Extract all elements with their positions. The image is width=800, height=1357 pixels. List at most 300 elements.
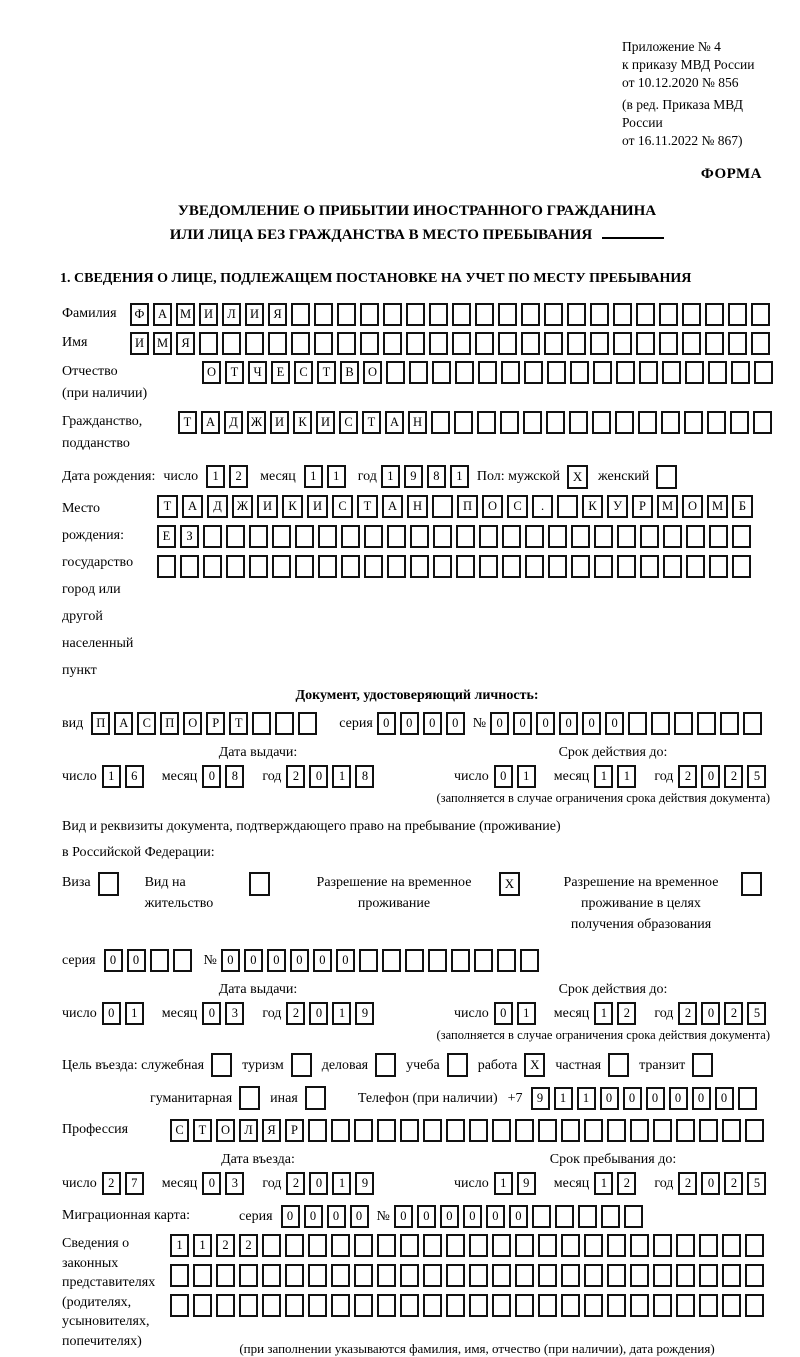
cell[interactable] — [479, 525, 498, 548]
cell[interactable]: 0 — [309, 1002, 328, 1025]
cell[interactable] — [386, 361, 405, 384]
cell[interactable] — [452, 332, 471, 355]
cell[interactable]: 1 — [517, 1002, 536, 1025]
cell[interactable]: 0 — [446, 712, 465, 735]
cell[interactable] — [523, 411, 542, 434]
cell[interactable]: С — [507, 495, 528, 518]
cell[interactable] — [662, 361, 681, 384]
cell[interactable] — [745, 1234, 764, 1257]
cell[interactable] — [331, 1234, 350, 1257]
cell[interactable] — [150, 949, 169, 972]
cell[interactable] — [341, 525, 360, 548]
purpose-work-checkbox[interactable]: X — [524, 1053, 545, 1077]
cell[interactable] — [432, 361, 451, 384]
cell[interactable]: С — [137, 712, 156, 735]
cell[interactable] — [314, 303, 333, 326]
cell[interactable]: 0 — [244, 949, 263, 972]
cell[interactable] — [180, 555, 199, 578]
cell[interactable]: 0 — [267, 949, 286, 972]
cell[interactable]: 0 — [377, 712, 396, 735]
cell[interactable]: 9 — [404, 465, 423, 488]
cell[interactable] — [469, 1294, 488, 1317]
cell[interactable]: Я — [262, 1119, 281, 1142]
cell[interactable] — [431, 411, 450, 434]
residence-issue-year[interactable] — [286, 1002, 378, 1025]
representatives-row2[interactable] — [170, 1264, 768, 1287]
cell[interactable]: 0 — [701, 1002, 720, 1025]
cell[interactable]: 0 — [309, 765, 328, 788]
cell[interactable] — [653, 1264, 672, 1287]
cell[interactable]: 5 — [747, 1172, 766, 1195]
cell[interactable]: . — [532, 495, 553, 518]
cell[interactable] — [285, 1294, 304, 1317]
cell[interactable]: И — [245, 303, 264, 326]
cell[interactable] — [455, 361, 474, 384]
cell[interactable]: А — [382, 495, 403, 518]
cell[interactable]: 0 — [202, 1002, 221, 1025]
cell[interactable] — [682, 303, 701, 326]
cell[interactable] — [502, 555, 521, 578]
cell[interactable] — [469, 1264, 488, 1287]
cell[interactable]: 1 — [494, 1172, 513, 1195]
cell[interactable]: 2 — [239, 1234, 258, 1257]
cell[interactable]: 0 — [202, 1172, 221, 1195]
cell[interactable] — [697, 712, 716, 735]
cell[interactable] — [272, 525, 291, 548]
cell[interactable] — [613, 303, 632, 326]
cell[interactable] — [492, 1294, 511, 1317]
cell[interactable] — [615, 411, 634, 434]
temp-residence-education-checkbox[interactable] — [741, 872, 762, 896]
cell[interactable]: 0 — [669, 1087, 688, 1110]
cell[interactable] — [492, 1119, 511, 1142]
cell[interactable] — [364, 525, 383, 548]
purpose-study-checkbox[interactable] — [447, 1053, 468, 1077]
cell[interactable]: Н — [407, 495, 428, 518]
cell[interactable]: Р — [206, 712, 225, 735]
cell[interactable] — [571, 525, 590, 548]
cell[interactable]: 5 — [747, 765, 766, 788]
cell[interactable]: 0 — [623, 1087, 642, 1110]
residence-valid-day[interactable] — [494, 1002, 540, 1025]
cell[interactable] — [331, 1119, 350, 1142]
cell[interactable] — [157, 555, 176, 578]
birth-place-row3[interactable] — [157, 555, 757, 578]
cell[interactable] — [500, 411, 519, 434]
cell[interactable] — [601, 1205, 620, 1228]
cell[interactable] — [607, 1264, 626, 1287]
cell[interactable] — [295, 555, 314, 578]
cell[interactable]: 2 — [216, 1234, 235, 1257]
cell[interactable] — [423, 1119, 442, 1142]
cell[interactable]: 0 — [692, 1087, 711, 1110]
cell[interactable] — [354, 1264, 373, 1287]
cell[interactable]: 0 — [336, 949, 355, 972]
cell[interactable] — [474, 949, 493, 972]
purpose-other-checkbox[interactable] — [305, 1086, 326, 1110]
cell[interactable] — [745, 1119, 764, 1142]
visa-checkbox[interactable] — [98, 872, 119, 896]
cell[interactable] — [521, 303, 540, 326]
cell[interactable] — [469, 1119, 488, 1142]
cell[interactable] — [555, 1205, 574, 1228]
cell[interactable] — [318, 555, 337, 578]
cell[interactable]: М — [657, 495, 678, 518]
cell[interactable] — [400, 1294, 419, 1317]
cell[interactable] — [546, 411, 565, 434]
cell[interactable] — [410, 525, 429, 548]
cell[interactable]: 0 — [600, 1087, 619, 1110]
cell[interactable] — [239, 1294, 258, 1317]
cell[interactable] — [594, 555, 613, 578]
cell[interactable] — [170, 1264, 189, 1287]
cell[interactable]: 0 — [327, 1205, 346, 1228]
patronymic-cells[interactable] — [202, 361, 777, 384]
cell[interactable] — [446, 1294, 465, 1317]
cell[interactable] — [738, 1087, 757, 1110]
temp-residence-checkbox[interactable]: X — [499, 872, 520, 896]
cell[interactable]: 0 — [440, 1205, 459, 1228]
cell[interactable]: Т — [362, 411, 381, 434]
cell[interactable]: 2 — [286, 1002, 305, 1025]
cell[interactable] — [613, 332, 632, 355]
doc-issue-month[interactable] — [202, 765, 248, 788]
cell[interactable] — [295, 525, 314, 548]
cell[interactable]: И — [257, 495, 278, 518]
citizenship-cells[interactable] — [178, 411, 776, 434]
cell[interactable]: 0 — [350, 1205, 369, 1228]
cell[interactable] — [405, 949, 424, 972]
cell[interactable]: П — [160, 712, 179, 735]
cell[interactable] — [341, 555, 360, 578]
representatives-row3[interactable] — [170, 1294, 768, 1317]
cell[interactable] — [479, 555, 498, 578]
cell[interactable] — [478, 361, 497, 384]
cell[interactable]: 2 — [678, 1002, 697, 1025]
cell[interactable] — [502, 525, 521, 548]
cell[interactable]: О — [202, 361, 221, 384]
cell[interactable] — [590, 332, 609, 355]
cell[interactable]: У — [607, 495, 628, 518]
cell[interactable] — [707, 411, 726, 434]
cell[interactable]: 2 — [617, 1002, 636, 1025]
cell[interactable]: Р — [285, 1119, 304, 1142]
cell[interactable] — [699, 1264, 718, 1287]
cell[interactable] — [492, 1264, 511, 1287]
cell[interactable] — [593, 361, 612, 384]
cell[interactable]: 1 — [450, 465, 469, 488]
cell[interactable] — [548, 525, 567, 548]
cell[interactable]: Д — [224, 411, 243, 434]
cell[interactable]: 0 — [309, 1172, 328, 1195]
cell[interactable] — [709, 555, 728, 578]
cell[interactable] — [262, 1294, 281, 1317]
cell[interactable]: Н — [408, 411, 427, 434]
cell[interactable] — [636, 332, 655, 355]
cell[interactable] — [298, 712, 317, 735]
cell[interactable]: А — [182, 495, 203, 518]
cell[interactable] — [548, 555, 567, 578]
cell[interactable] — [249, 555, 268, 578]
cell[interactable] — [592, 411, 611, 434]
cell[interactable]: Б — [732, 495, 753, 518]
cell[interactable] — [337, 303, 356, 326]
cell[interactable] — [193, 1294, 212, 1317]
cell[interactable]: 0 — [417, 1205, 436, 1228]
cell[interactable] — [751, 332, 770, 355]
cell[interactable] — [226, 525, 245, 548]
cell[interactable] — [684, 411, 703, 434]
cell[interactable] — [359, 949, 378, 972]
cell[interactable] — [498, 303, 517, 326]
cell[interactable] — [268, 332, 287, 355]
cell[interactable]: 0 — [509, 1205, 528, 1228]
cell[interactable] — [498, 332, 517, 355]
cell[interactable] — [745, 1294, 764, 1317]
cell[interactable]: С — [339, 411, 358, 434]
cell[interactable]: 2 — [229, 465, 248, 488]
cell[interactable] — [203, 555, 222, 578]
cell[interactable] — [651, 712, 670, 735]
cell[interactable] — [521, 332, 540, 355]
cell[interactable] — [640, 525, 659, 548]
cell[interactable]: И — [270, 411, 289, 434]
cell[interactable] — [630, 1294, 649, 1317]
cell[interactable]: 0 — [605, 712, 624, 735]
cell[interactable]: 2 — [678, 1172, 697, 1195]
cell[interactable] — [377, 1119, 396, 1142]
cell[interactable] — [705, 332, 724, 355]
cell[interactable]: 2 — [724, 1172, 743, 1195]
cell[interactable] — [659, 303, 678, 326]
cell[interactable] — [354, 1119, 373, 1142]
cell[interactable]: 1 — [332, 765, 351, 788]
cell[interactable] — [360, 332, 379, 355]
cell[interactable] — [663, 555, 682, 578]
cell[interactable] — [433, 525, 452, 548]
cell[interactable] — [239, 1264, 258, 1287]
cell[interactable]: П — [457, 495, 478, 518]
cell[interactable]: Я — [176, 332, 195, 355]
cell[interactable]: 1 — [193, 1234, 212, 1257]
cell[interactable]: М — [153, 332, 172, 355]
cell[interactable] — [653, 1119, 672, 1142]
cell[interactable]: 3 — [225, 1002, 244, 1025]
cell[interactable]: М — [176, 303, 195, 326]
purpose-business-checkbox[interactable] — [375, 1053, 396, 1077]
cell[interactable] — [676, 1234, 695, 1257]
cell[interactable] — [477, 411, 496, 434]
cell[interactable] — [640, 555, 659, 578]
cell[interactable] — [520, 949, 539, 972]
cell[interactable] — [607, 1234, 626, 1257]
cell[interactable]: 0 — [394, 1205, 413, 1228]
cell[interactable]: 7 — [125, 1172, 144, 1195]
cell[interactable] — [291, 303, 310, 326]
cell[interactable] — [561, 1264, 580, 1287]
cell[interactable] — [682, 332, 701, 355]
cell[interactable] — [262, 1234, 281, 1257]
cell[interactable]: А — [153, 303, 172, 326]
cell[interactable] — [686, 525, 705, 548]
cell[interactable] — [337, 332, 356, 355]
cell[interactable]: Д — [207, 495, 228, 518]
cell[interactable]: Р — [632, 495, 653, 518]
cell[interactable]: О — [183, 712, 202, 735]
cell[interactable]: 0 — [494, 765, 513, 788]
migration-number-cells[interactable] — [394, 1205, 647, 1228]
cell[interactable] — [720, 712, 739, 735]
cell[interactable] — [547, 361, 566, 384]
cell[interactable] — [638, 411, 657, 434]
cell[interactable] — [659, 332, 678, 355]
cell[interactable] — [515, 1264, 534, 1287]
cell[interactable] — [360, 303, 379, 326]
cell[interactable] — [617, 555, 636, 578]
cell[interactable] — [216, 1294, 235, 1317]
cell[interactable] — [722, 1234, 741, 1257]
cell[interactable] — [454, 411, 473, 434]
cell[interactable] — [423, 1294, 442, 1317]
residence-valid-year[interactable] — [678, 1002, 770, 1025]
cell[interactable] — [409, 361, 428, 384]
cell[interactable] — [497, 949, 516, 972]
cell[interactable]: 0 — [486, 1205, 505, 1228]
cell[interactable]: 1 — [332, 1172, 351, 1195]
cell[interactable] — [753, 411, 772, 434]
cell[interactable] — [433, 555, 452, 578]
cell[interactable]: К — [282, 495, 303, 518]
cell[interactable]: 8 — [427, 465, 446, 488]
cell[interactable] — [561, 1119, 580, 1142]
cell[interactable] — [590, 303, 609, 326]
cell[interactable] — [722, 1264, 741, 1287]
birth-place-row1[interactable] — [157, 495, 757, 518]
cell[interactable] — [630, 1234, 649, 1257]
doc-issue-day[interactable] — [102, 765, 148, 788]
cell[interactable] — [639, 361, 658, 384]
cell[interactable] — [428, 949, 447, 972]
representatives-row1[interactable] — [170, 1234, 768, 1257]
cell[interactable] — [387, 525, 406, 548]
migration-series-cells[interactable] — [281, 1205, 373, 1228]
cell[interactable] — [751, 303, 770, 326]
cell[interactable] — [732, 525, 751, 548]
cell[interactable] — [226, 555, 245, 578]
cell[interactable] — [364, 555, 383, 578]
doc-valid-day[interactable] — [494, 765, 540, 788]
cell[interactable] — [538, 1294, 557, 1317]
cell[interactable]: 1 — [577, 1087, 596, 1110]
cell[interactable]: А — [114, 712, 133, 735]
cell[interactable]: 1 — [517, 765, 536, 788]
cell[interactable] — [451, 949, 470, 972]
cell[interactable] — [708, 361, 727, 384]
cell[interactable]: 2 — [678, 765, 697, 788]
cell[interactable]: 1 — [102, 765, 121, 788]
cell[interactable] — [515, 1119, 534, 1142]
cell[interactable]: 1 — [594, 765, 613, 788]
cell[interactable]: 1 — [554, 1087, 573, 1110]
cell[interactable] — [743, 712, 762, 735]
cell[interactable] — [607, 1119, 626, 1142]
cell[interactable]: 0 — [423, 712, 442, 735]
cell[interactable] — [249, 525, 268, 548]
cell[interactable] — [285, 1234, 304, 1257]
cell[interactable] — [377, 1264, 396, 1287]
cell[interactable] — [382, 949, 401, 972]
cell[interactable] — [354, 1294, 373, 1317]
cell[interactable] — [285, 1264, 304, 1287]
cell[interactable] — [699, 1294, 718, 1317]
cell[interactable] — [686, 555, 705, 578]
cell[interactable]: 0 — [290, 949, 309, 972]
cell[interactable] — [709, 525, 728, 548]
cell[interactable] — [222, 332, 241, 355]
cell[interactable]: В — [340, 361, 359, 384]
doc-number-cells[interactable] — [490, 712, 766, 735]
cell[interactable]: К — [293, 411, 312, 434]
cell[interactable]: 1 — [327, 465, 346, 488]
cell[interactable]: О — [363, 361, 382, 384]
purpose-official-checkbox[interactable] — [211, 1053, 232, 1077]
cell[interactable]: 2 — [286, 765, 305, 788]
doc-type-cells[interactable] — [91, 712, 321, 735]
cell[interactable]: 8 — [225, 765, 244, 788]
cell[interactable] — [492, 1234, 511, 1257]
cell[interactable]: С — [170, 1119, 189, 1142]
cell[interactable] — [578, 1205, 597, 1228]
cell[interactable] — [400, 1234, 419, 1257]
cell[interactable]: А — [201, 411, 220, 434]
cell[interactable] — [199, 332, 218, 355]
cell[interactable] — [544, 332, 563, 355]
cell[interactable]: 0 — [490, 712, 509, 735]
cell[interactable]: 0 — [313, 949, 332, 972]
stay-day[interactable] — [494, 1172, 540, 1195]
cell[interactable] — [628, 712, 647, 735]
cell[interactable]: С — [294, 361, 313, 384]
cell[interactable]: И — [199, 303, 218, 326]
cell[interactable]: 0 — [202, 765, 221, 788]
cell[interactable] — [423, 1264, 442, 1287]
cell[interactable] — [584, 1294, 603, 1317]
cell[interactable] — [561, 1294, 580, 1317]
cell[interactable]: 0 — [281, 1205, 300, 1228]
cell[interactable] — [170, 1294, 189, 1317]
stay-month[interactable] — [594, 1172, 640, 1195]
cell[interactable] — [561, 1234, 580, 1257]
phone-cells[interactable] — [531, 1087, 761, 1110]
sex-female-checkbox[interactable] — [656, 465, 677, 489]
cell[interactable] — [616, 361, 635, 384]
cell[interactable]: 0 — [104, 949, 123, 972]
cell[interactable] — [331, 1264, 350, 1287]
residence-number-cells[interactable] — [221, 949, 543, 972]
cell[interactable] — [653, 1294, 672, 1317]
cell[interactable]: 0 — [715, 1087, 734, 1110]
cell[interactable] — [617, 525, 636, 548]
cell[interactable] — [456, 525, 475, 548]
cell[interactable]: 1 — [617, 765, 636, 788]
cell[interactable] — [571, 555, 590, 578]
cell[interactable] — [584, 1234, 603, 1257]
cell[interactable]: М — [707, 495, 728, 518]
cell[interactable] — [538, 1119, 557, 1142]
cell[interactable] — [400, 1119, 419, 1142]
cell[interactable] — [722, 1294, 741, 1317]
cell[interactable]: 0 — [463, 1205, 482, 1228]
